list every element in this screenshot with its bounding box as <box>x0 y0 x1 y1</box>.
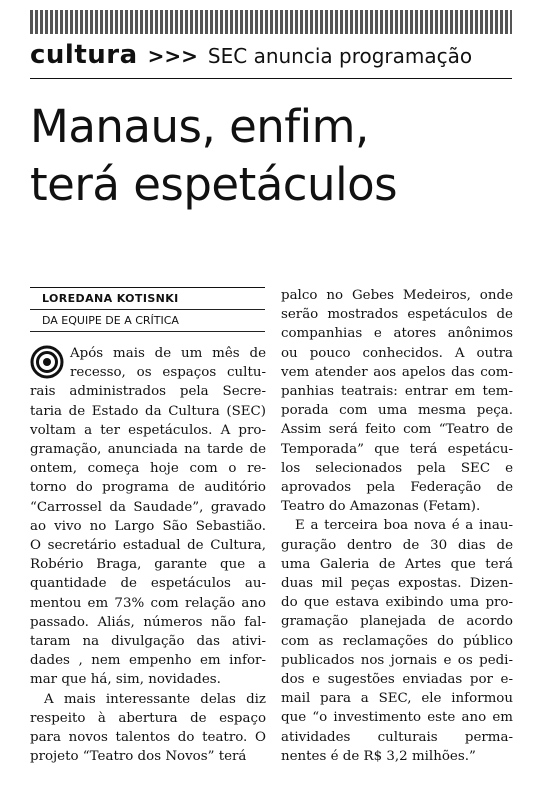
article-line: uma Galeria de Artes que terá <box>281 556 513 572</box>
article-line: O secretário estadual de Cultura, <box>30 538 266 554</box>
article-line: do que estava exibindo uma pro- <box>281 595 513 611</box>
article-line: mar que há, sim, novidades. <box>30 672 221 688</box>
article-line: atividades culturais perma- <box>281 729 513 745</box>
article-line: Após mais de um mês de <box>70 346 266 361</box>
byline <box>30 287 265 332</box>
article-line: E a terceira boa nova é a inau- <box>295 518 513 534</box>
article-line: respeito à abertura de espaço <box>30 710 266 726</box>
byline-affiliation: DA EQUIPE DE A CRÍTICA <box>30 309 265 332</box>
article-line: aprovados pela Federação de <box>281 480 513 496</box>
article-line: duas mil peças expostas. Dizen- <box>281 576 513 592</box>
article-line: ou pouco conhecidos. A outra <box>281 345 513 361</box>
article-line: vem atender aos apelos das com- <box>281 364 513 380</box>
header-stripe-band <box>30 10 512 34</box>
article-line: para novos talentos do teatro. O <box>30 730 266 746</box>
article-line: dades , nem empenho em infor- <box>30 653 266 669</box>
article-line: Assim será feito com “Teatro de <box>281 422 513 438</box>
article-line: panhias teatrais: entrar em tem- <box>281 384 513 400</box>
article-line: “Carrossel da Saudade”, gravado <box>30 499 266 515</box>
article-line: mentou em 73% com relação ano <box>30 595 266 611</box>
article-line: gramação planejada de acordo <box>281 614 513 630</box>
headline <box>30 98 512 214</box>
article-line: com as reclamações do público <box>281 633 513 649</box>
article-line: dos e sugestões enviadas por e- <box>281 672 513 688</box>
article-line: porada com uma mesma peça. <box>281 403 513 419</box>
article-line: recesso, os espaços cultu- <box>70 365 266 381</box>
article-line: rais administrados pela Secre- <box>30 384 266 400</box>
article-line: gramação, anunciada na tarde de <box>30 442 266 458</box>
article-line: passado. Aliás, números não fal- <box>30 614 266 630</box>
article-column-right <box>281 286 513 766</box>
article-line: palco no Gebes Medeiros, onde <box>281 288 513 303</box>
section-name: cultura <box>30 40 138 70</box>
article-line: publicados nos jornais e os pedi- <box>281 652 513 668</box>
article-line: taria de Estado da Cultura (SEC) <box>30 403 266 419</box>
article-line: voltam a ter espetáculos. A pro- <box>30 422 266 438</box>
article-line: quantidade de espetáculos au- <box>30 576 266 592</box>
article-column-left <box>30 344 266 766</box>
section-arrows: >>> <box>147 44 198 68</box>
article-line: taram na divulgação das ativi- <box>30 634 266 650</box>
section-topic: SEC anuncia programação <box>207 44 473 68</box>
article-line: projeto “Teatro dos Novos” terá <box>30 749 247 765</box>
article-line: companhias e atores anônimos <box>281 326 513 342</box>
article-line: Robério Braga, garante que a <box>30 557 266 573</box>
article-line: A mais interessante delas diz <box>44 691 266 707</box>
article-line: serão mostrados espetáculos de <box>281 307 513 323</box>
article-line: mail para a SEC, ele informou <box>281 691 513 707</box>
section-header <box>30 40 512 74</box>
header-rule <box>30 78 512 79</box>
article-line: torno do programa de auditório <box>30 480 266 496</box>
headline-line-2: terá espetáculos <box>30 158 398 211</box>
article-line: ao vivo no Largo São Sebastião. <box>30 518 266 534</box>
article-line: que “o investimento este ano em <box>281 710 513 726</box>
article-line: ontem, começa hoje com o re- <box>30 461 266 477</box>
article-line: guração dentro de 30 dias de <box>281 537 513 553</box>
article-line: nentes é de R$ 3,2 milhões.” <box>281 748 476 764</box>
article-line: los selecionados pela SEC e <box>281 460 513 476</box>
headline-line-1: Manaus, enfim, <box>30 100 369 153</box>
article-line: Teatro do Amazonas (Fetam). <box>281 499 481 515</box>
article-line: Temporada” que terá espetácu- <box>281 441 513 457</box>
byline-author: LOREDANA KOTISNKI <box>42 292 179 305</box>
